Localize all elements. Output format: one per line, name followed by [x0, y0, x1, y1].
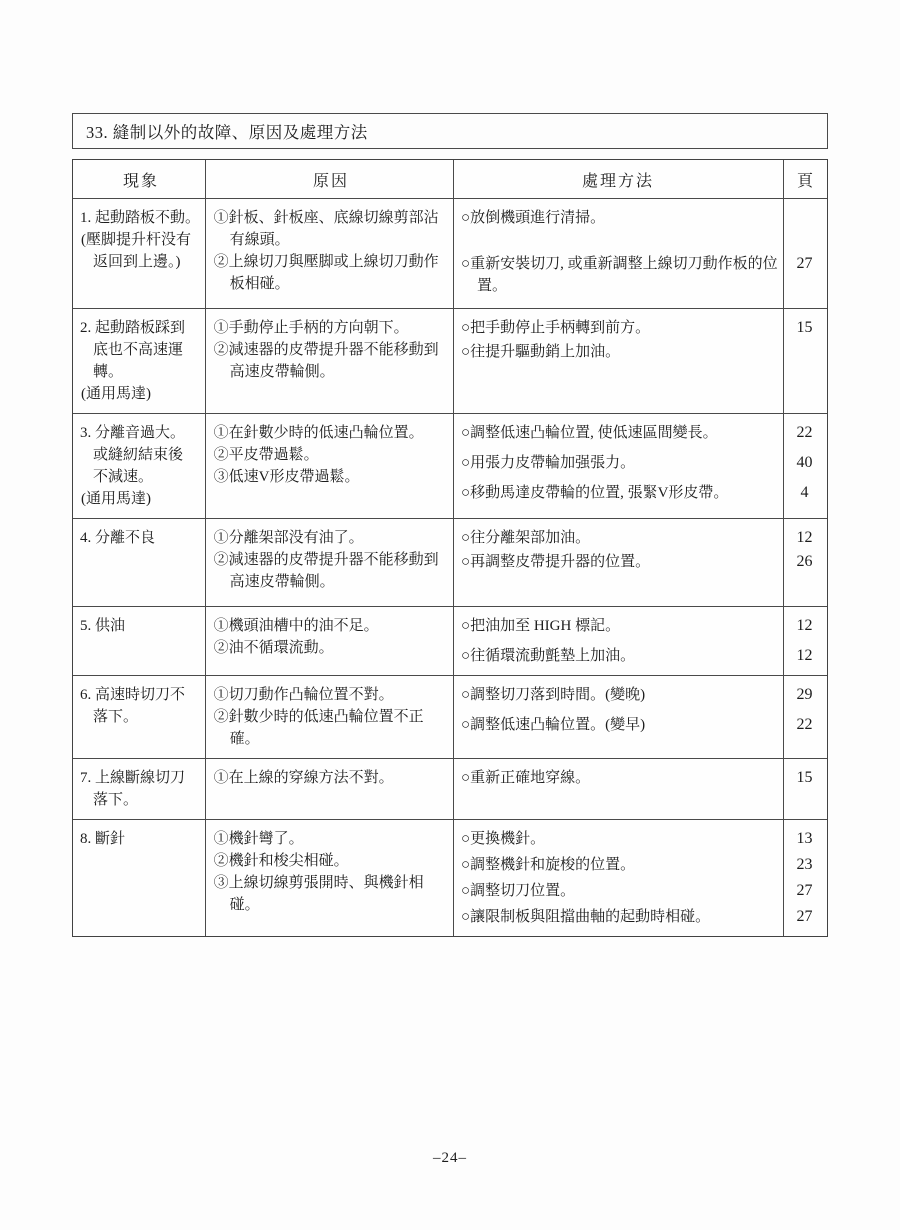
phenomenon-cell — [73, 759, 205, 819]
remedy-page-area — [452, 607, 827, 675]
cause-item: ①機頭油槽中的油不足。 — [213, 618, 379, 634]
phenomenon-cell — [73, 519, 205, 606]
cause-item: ①手動停止手柄的方向朝下。 — [213, 320, 409, 336]
page-number: 15 — [796, 769, 813, 786]
phenomenon-line: 2. 起動踏板踩到 — [80, 320, 186, 336]
phenomenon-line: (壓脚提升杆没有 — [81, 232, 191, 248]
phenomenon-line: 1. 起動踏板不動。 — [80, 210, 201, 226]
phenomenon-cell — [73, 199, 205, 308]
cause-item: ①機針彎了。 — [213, 831, 304, 847]
header-page: 頁 — [796, 172, 813, 190]
remedy-item: ○用張力皮帶輪加强張力。 — [461, 455, 636, 471]
column-divider — [205, 160, 206, 936]
cause-cell — [205, 309, 452, 413]
cause-item: ②機針和梭尖相碰。 — [213, 853, 349, 869]
phenomenon-line: (通用馬達) — [81, 386, 151, 402]
cause-item: ②上線切刀與壓脚或上線切刀動作板相碰。 — [213, 254, 439, 292]
phenomenon-line: 6. 高速時切刀不 — [80, 687, 186, 703]
cause-item: ①在上線的穿線方法不對。 — [213, 770, 394, 786]
page-number: 12 — [796, 529, 813, 546]
remedy-item: ○再調整皮帶提升器的位置。 — [461, 554, 651, 570]
phenomenon-line: 轉。 — [93, 364, 124, 380]
remedy-page-area — [452, 759, 827, 819]
phenomenon-line: 落下。 — [93, 709, 139, 725]
phenomenon-line: 7. 上線斷線切刀 — [80, 770, 186, 786]
cause-item: ②油不循環流動。 — [213, 640, 334, 656]
phenomenon-cell — [73, 414, 205, 518]
cause-cell — [205, 414, 452, 518]
remedy-item: ○調整切刀落到時間。(變晚) — [461, 687, 646, 703]
table-row — [73, 758, 827, 819]
page-number: 29 — [796, 686, 813, 703]
phenomenon-line: 8. 斷針 — [80, 831, 126, 847]
table-row — [73, 675, 827, 758]
remedy-item: ○移動馬達皮帶輪的位置, 張緊V形皮帶。 — [461, 485, 729, 501]
header-remedy: 處理方法 — [581, 172, 654, 190]
page-number: 22 — [796, 716, 813, 733]
cause-cell — [205, 607, 452, 675]
remedy-page-area — [452, 820, 827, 936]
header-phenomenon: 現象 — [122, 172, 159, 190]
phenomenon-line: 3. 分離音過大。 — [80, 425, 186, 441]
phenomenon-line: 4. 分離不良 — [80, 530, 156, 546]
cause-item: ②減速器的皮帶提升器不能移動到高速皮帶輪側。 — [213, 552, 439, 590]
cause-cell — [205, 759, 452, 819]
phenomenon-line: 底也不高速運 — [93, 342, 184, 358]
remedy-item: ○調整低速凸輪位置, 使低速區間變長。 — [461, 425, 718, 441]
phenomenon-line: 不減速。 — [93, 469, 154, 485]
remedy-item: ○往分離架部加油。 — [461, 530, 591, 546]
phenomenon-line: (通用馬達) — [81, 491, 151, 507]
remedy-item: ○更換機針。 — [461, 831, 546, 847]
header-cause: 原因 — [312, 172, 349, 190]
remedy-page-area — [452, 676, 827, 758]
page-number: 4 — [800, 484, 809, 501]
page-number: 12 — [796, 617, 813, 634]
cause-item: ①在針數少時的低速凸輪位置。 — [213, 425, 424, 441]
section-title-box — [72, 113, 828, 149]
table-row — [73, 413, 827, 518]
remedy-item: ○把油加至 HIGH 標記。 — [461, 618, 621, 634]
table-row — [73, 518, 827, 606]
cause-item: ①切刀動作凸輪位置不對。 — [213, 687, 394, 703]
phenomenon-line: 5. 供油 — [80, 618, 126, 634]
cause-item: ②平皮帶過鬆。 — [213, 447, 319, 463]
remedy-item: ○調整切刀位置。 — [461, 883, 576, 899]
page-number: 22 — [796, 424, 813, 441]
section-title: 33. 縫制以外的故障、原因及處理方法 — [86, 123, 368, 142]
phenomenon-cell — [73, 309, 205, 413]
page-number: 27 — [796, 255, 813, 272]
remedy-item: ○調整機針和旋梭的位置。 — [461, 857, 636, 873]
cause-item: ③上線切線剪張開時、與機針相碰。 — [213, 875, 424, 913]
fault-table — [72, 159, 828, 937]
table-row — [73, 308, 827, 413]
table-row — [73, 198, 827, 308]
phenomenon-cell — [73, 820, 205, 936]
table-header-row — [73, 160, 827, 198]
remedy-item: ○調整低速凸輪位置。(變早) — [461, 717, 646, 733]
phenomenon-cell — [73, 607, 205, 675]
page-number: 15 — [796, 319, 813, 336]
table-body — [73, 198, 827, 936]
remedy-page-area — [452, 199, 827, 308]
remedy-item: ○往提升驅動銷上加油。 — [461, 344, 621, 360]
remedy-item: ○重新安裝切刀, 或重新調整上線切刀動作板的位置。 — [461, 256, 778, 294]
column-divider — [783, 160, 784, 936]
page-number: 27 — [796, 882, 813, 899]
remedy-item: ○讓限制板與阻擋曲軸的起動時相碰。 — [461, 909, 711, 925]
cause-cell — [205, 519, 452, 606]
remedy-page-area — [452, 414, 827, 518]
phenomenon-line: 返回到上邊。) — [93, 254, 181, 270]
table-row — [73, 819, 827, 936]
phenomenon-line: 或縫紉結束後 — [93, 447, 184, 463]
page-number: 23 — [796, 856, 813, 873]
remedy-item: ○把手動停止手柄轉到前方。 — [461, 320, 651, 336]
table-row — [73, 606, 827, 675]
remedy-item: ○往循環流動氈墊上加油。 — [461, 648, 636, 664]
phenomenon-cell — [73, 676, 205, 758]
remedy-page-area — [452, 519, 827, 606]
cause-item: ③低速V形皮帶過鬆。 — [213, 469, 360, 485]
page-number: 40 — [796, 454, 813, 471]
page-number-footer: –24– — [433, 1150, 467, 1166]
cause-cell — [205, 820, 452, 936]
cause-item: ②針數少時的低速凸輪位置不正確。 — [213, 709, 424, 747]
cause-item: ①針板、針板座、底線切線剪部沾有線頭。 — [213, 210, 439, 248]
phenomenon-line: 落下。 — [93, 792, 139, 808]
cause-cell — [205, 676, 452, 758]
remedy-item: ○放倒機頭進行清掃。 — [461, 210, 606, 226]
column-divider — [453, 160, 454, 936]
cause-cell — [205, 199, 452, 308]
page-number: 27 — [796, 908, 813, 925]
page-number: 12 — [796, 647, 813, 664]
cause-item: ②減速器的皮帶提升器不能移動到高速皮帶輪側。 — [213, 342, 439, 380]
cause-item: ①分離架部没有油了。 — [213, 530, 364, 546]
page-number: 13 — [796, 830, 813, 847]
remedy-item: ○重新正確地穿線。 — [461, 770, 591, 786]
page-number: 26 — [796, 553, 813, 570]
remedy-page-area — [452, 309, 827, 413]
